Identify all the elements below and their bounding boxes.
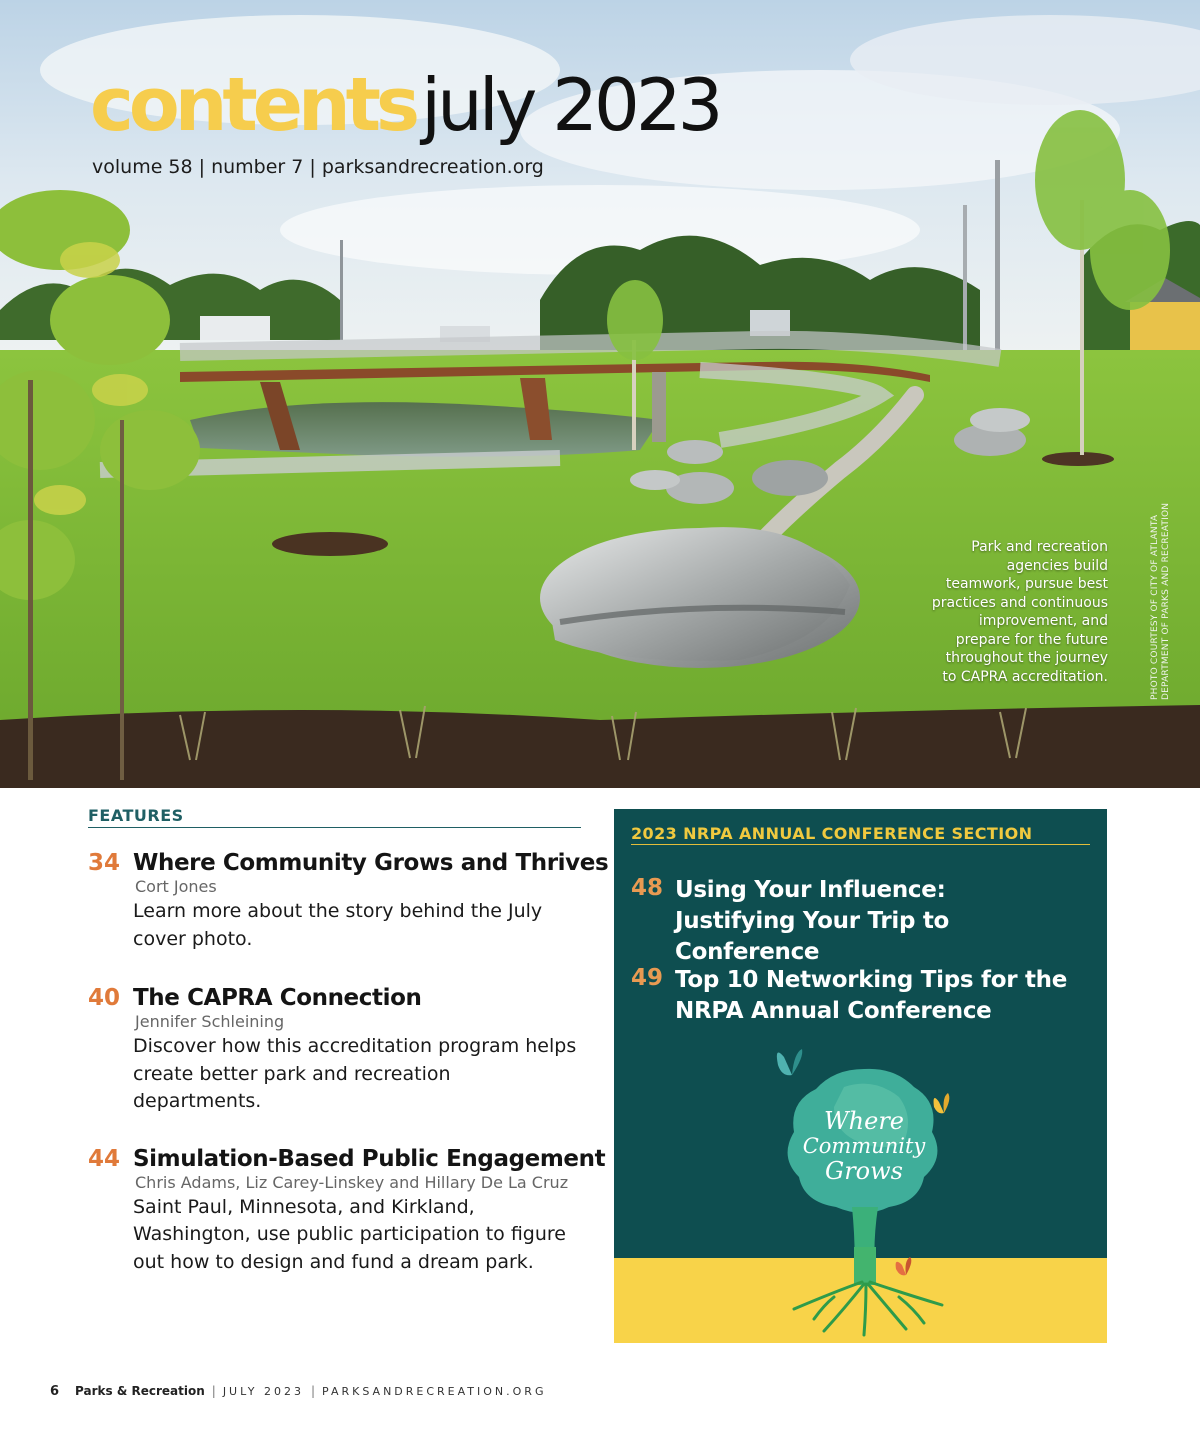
photo-caption: Park and recreation agencies build teamwork, pursue best practices and continuous improvement, and prepare for the future throughout the journey to CAPRA accreditation. [931, 539, 1108, 685]
feature-item[interactable] [88, 1145, 606, 1277]
conference-title[interactable]: Using Your Influence: Justifying Your Trip to Conference [675, 877, 950, 965]
conference-heading: 2023 NRPA ANNUAL CONFERENCE SECTION [631, 824, 1090, 845]
features-heading: FEATURES [88, 806, 581, 828]
conference-item[interactable] [631, 965, 1071, 1027]
feature-title[interactable]: Simulation-Based Public Engagement [133, 1145, 606, 1172]
contents-word: contents [90, 62, 416, 148]
feature-page-number: 34 [88, 850, 121, 876]
logo-word-community: Community [802, 1134, 926, 1158]
feature-author: Chris Adams, Liz Carey-Linskey and Hillary De La Cruz [135, 1172, 569, 1192]
butterfly-icon [934, 1093, 950, 1113]
feature-item[interactable] [88, 850, 609, 953]
butterfly-icon [777, 1049, 802, 1075]
issue-subline: volume 58 | number 7 | parksandrecreation.org [92, 156, 544, 178]
footer-separator: | [211, 1384, 216, 1398]
conference-title[interactable]: Top 10 Networking Tips for the NRPA Annual Conference [675, 967, 1068, 1024]
logo-word-where: Where [823, 1107, 905, 1135]
where-community-grows-logo [774, 1047, 954, 1337]
photo-credit: PHOTO COURTESY OF CITY OF ATLANTA DEPARTMENT OF PARKS AND RECREATION [1150, 502, 1171, 700]
feature-description: Saint Paul, Minnesota, and Kirkland, Washington, use public participation to figure out how to design and fund a dream park. [133, 1195, 566, 1273]
logo-word-grows: Grows [825, 1157, 903, 1185]
footer-issue: JULY 2023 [222, 1385, 304, 1398]
publication-name: Parks & Recreation [75, 1384, 205, 1398]
issue-date: july 2023 [421, 63, 720, 147]
conference-page-number: 49 [631, 965, 664, 991]
feature-title[interactable]: The CAPRA Connection [133, 985, 422, 1011]
feature-description: Learn more about the story behind the July cover photo. [133, 900, 543, 950]
feature-description: Discover how this accreditation program helps create better park and recreation departments. [133, 1035, 577, 1112]
butterfly-icon [896, 1257, 912, 1275]
feature-item[interactable] [88, 985, 581, 1116]
conference-section [614, 809, 1107, 1343]
footer-separator: | [311, 1384, 316, 1398]
feature-author: Cort Jones [135, 877, 217, 896]
feature-page-number: 44 [88, 1145, 121, 1172]
feature-author: Jennifer Schleining [135, 1012, 285, 1031]
feature-page-number: 40 [88, 985, 121, 1011]
footer-website[interactable]: PARKSANDRECREATION.ORG [322, 1385, 547, 1398]
features-section [88, 806, 609, 1276]
conference-item[interactable] [631, 875, 1071, 968]
page-number: 6 [50, 1384, 60, 1399]
masthead-title [90, 62, 719, 148]
conference-page-number: 48 [631, 875, 664, 901]
page-footer [50, 1384, 546, 1399]
feature-title[interactable]: Where Community Grows and Thrives [133, 850, 609, 876]
